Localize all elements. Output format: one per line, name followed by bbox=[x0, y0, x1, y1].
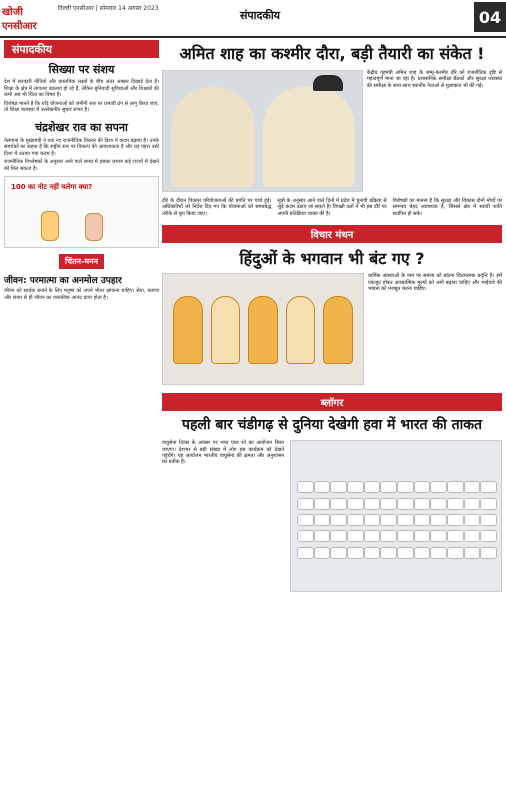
formation-dot bbox=[347, 481, 364, 493]
bottom-text: जीवन को सार्थक बनाने के लिए मनुष्य को अपने भीतर झांकना चाहिए। सेवा, करुणा और संयम से ही जीवन का वास्तविक आनंद प्राप्त होता है। bbox=[4, 288, 159, 301]
person bbox=[286, 296, 316, 364]
formation-dot bbox=[464, 481, 481, 493]
person bbox=[173, 296, 203, 364]
formation-dot bbox=[314, 514, 331, 526]
formation-dot bbox=[364, 481, 381, 493]
formation-dot bbox=[314, 481, 331, 493]
formation-dot bbox=[414, 530, 431, 542]
blog-band: ब्लॉगर bbox=[162, 393, 502, 411]
formation-dot bbox=[347, 498, 364, 510]
formation-dot bbox=[380, 547, 397, 559]
cartoon bbox=[4, 176, 159, 248]
section-tag: संपादकीय bbox=[4, 40, 159, 58]
formation-dot bbox=[330, 547, 347, 559]
formation-dot bbox=[330, 514, 347, 526]
left-title: सिख्या पर संशय bbox=[48, 63, 115, 76]
hero-image bbox=[162, 70, 363, 192]
formation-dot bbox=[297, 498, 314, 510]
left-column bbox=[4, 40, 159, 796]
left-subhead: चंद्रशेखर राव का सपना bbox=[35, 120, 128, 134]
formation-dot bbox=[330, 530, 347, 542]
main-column bbox=[162, 40, 502, 796]
cartoon-caption: 100 का नोट नहीं चलेगा क्या? bbox=[11, 183, 93, 191]
person bbox=[248, 296, 278, 364]
formation-dot bbox=[464, 547, 481, 559]
formation-dot bbox=[314, 498, 331, 510]
formation-dot bbox=[480, 498, 497, 510]
formation-dot bbox=[397, 547, 414, 559]
formation-dot bbox=[364, 547, 381, 559]
formation-dot bbox=[430, 514, 447, 526]
formation-dot bbox=[380, 481, 397, 493]
formation-dot bbox=[330, 498, 347, 510]
masthead bbox=[0, 0, 506, 36]
left-intro bbox=[4, 79, 159, 114]
topline: दिल्ली एनसीआर | सोमवार 14 अगस्त 2023 bbox=[58, 5, 159, 12]
blog-title: पहली बार चंडीगढ़ से दुनिया देखेगी हवा में भारत की ताकत bbox=[182, 417, 482, 434]
formation-dot bbox=[397, 498, 414, 510]
logo-text: खोजी एनसीआर bbox=[2, 7, 37, 32]
formation-dot bbox=[380, 498, 397, 510]
formation-dot bbox=[414, 498, 431, 510]
formation-dot bbox=[297, 530, 314, 542]
blog-wrap bbox=[162, 440, 502, 592]
person bbox=[323, 296, 353, 364]
formation-dot bbox=[480, 514, 497, 526]
formation-dot bbox=[480, 481, 497, 493]
formation-dot bbox=[314, 530, 331, 542]
chintan-badge: चिंतन-मनन bbox=[59, 254, 104, 269]
vichar-row bbox=[162, 273, 502, 385]
formation-dot bbox=[364, 514, 381, 526]
formation-dot bbox=[314, 547, 331, 559]
formation-dot bbox=[447, 481, 464, 493]
formation-dot bbox=[430, 498, 447, 510]
formation-dot bbox=[414, 481, 431, 493]
hero-text: केंद्रीय गृहमंत्री अमित शाह के जम्मू-कश्मीर दौरे को राजनीतिक दृष्टि से महत्वपूर्ण माना जा रहा है। प्रशासनिक समीक्षा बैठकों और सुरक्षा व्यवस्था की समीक्षा के साथ-साथ स्थानीय नेताओं से मुलाकात भी की गई। bbox=[366, 70, 502, 89]
person bbox=[211, 296, 241, 364]
cartoon-figure-2 bbox=[85, 213, 103, 241]
formation-dot bbox=[380, 514, 397, 526]
left-sub-text bbox=[4, 138, 159, 173]
main-col-3: विशेषज्ञों का मानना है कि सुरक्षा और विकास दोनों मोर्चों पर समन्वय बेहद आवश्यक है, जिससे क्षेत्र में स्थायी शांति स्थापित हो सके। bbox=[392, 198, 502, 217]
formation-dot bbox=[464, 514, 481, 526]
formation-dot bbox=[297, 547, 314, 559]
page-number: 04 bbox=[474, 2, 506, 32]
formation-dot bbox=[480, 547, 497, 559]
formation-dot bbox=[380, 530, 397, 542]
formation-dot bbox=[297, 481, 314, 493]
formation-dot bbox=[414, 514, 431, 526]
hero-figure-left bbox=[171, 87, 255, 187]
bottom-heading: जीवन: परमात्मा का अनमोल उपहार bbox=[4, 276, 122, 286]
formation-dot bbox=[347, 514, 364, 526]
formation-dot bbox=[297, 514, 314, 526]
vichar-image bbox=[162, 273, 364, 385]
formation-dot bbox=[447, 547, 464, 559]
formation-dot bbox=[480, 530, 497, 542]
vichar-people bbox=[173, 296, 353, 362]
formation-dot bbox=[397, 514, 414, 526]
left-para-2: विशेषज्ञ मानते हैं कि यदि योजनाओं को जमीनी स्तर पर प्रभावी ढंग से लागू किया जाए, तो शिक्षा व्यवस्था में उल्लेखनीय सुधार संभव है। bbox=[4, 100, 159, 113]
formation-dot bbox=[430, 481, 447, 493]
main-col-1: दौरे के दौरान विकास परियोजनाओं की प्रगति पर चर्चा हुई। अधिकारियों को निर्देश दिए गए कि योजनाओं को समयबद्ध तरीके से पूरा किया जाए। bbox=[162, 198, 272, 217]
left-sub-para-1: तेलंगाना के मुख्यमंत्री ने एक नए राजनीतिक विस्तार की दिशा में कदम बढ़ाया है। उनके समर्थकों का कहना है कि राष्ट्रीय स्तर पर विकल्प की आवश्यकता है और यह पहल उसी दिशा में उठाया गया कदम है। bbox=[4, 137, 159, 157]
vichar-headline: हिंदुओं के भगवान भी बंट गए ? bbox=[239, 249, 425, 269]
formation-dot bbox=[330, 481, 347, 493]
formation-dot bbox=[430, 547, 447, 559]
formation-dot bbox=[414, 547, 431, 559]
chintan-row bbox=[4, 254, 159, 269]
vichar-text: धार्मिक आस्थाओं के नाम पर समाज को बांटना चिंताजनक प्रवृत्ति है। हमें एकजुट होकर आध्यात्मिक मूल्यों को आगे बढ़ाना चाहिए और भाईचारे की भावना को मजबूत करना चाहिए। bbox=[368, 273, 502, 293]
main-headline: अमित शाह का कश्मीर दौरा, बड़ी तैयारी का संकेत ! bbox=[179, 44, 485, 63]
blog-image bbox=[290, 440, 502, 592]
formation-dot bbox=[430, 530, 447, 542]
formation-dot bbox=[397, 530, 414, 542]
formation bbox=[297, 481, 495, 561]
formation-dot bbox=[397, 481, 414, 493]
vichar-band: विचार मंथन bbox=[162, 225, 502, 243]
section-title: संपादकीय bbox=[240, 9, 281, 22]
blog-text: वायुसेना दिवस के अवसर पर भव्य एयर शो का आयोजन किया जाएगा। देशभर से बड़ी संख्या में लोग इस कार्यक्रम को देखने पहुंचेंगे। यह आयोजन भारतीय वायुसेना की क्षमता और अनुशासन का प्रतीक है। bbox=[162, 440, 284, 466]
formation-dot bbox=[447, 530, 464, 542]
formation-dot bbox=[447, 514, 464, 526]
formation-dot bbox=[464, 530, 481, 542]
hero-figure-right bbox=[263, 87, 355, 187]
hero bbox=[162, 70, 502, 192]
formation-dot bbox=[464, 498, 481, 510]
formation-dot bbox=[347, 547, 364, 559]
main-col-2: सूत्रों के अनुसार आने वाले दिनों में प्रदेश में चुनावी प्रक्रिया से जुड़े कदम उठाए जा सकते हैं। विपक्षी दलों ने भी इस दौरे पर अपनी प्रतिक्रिया व्यक्त की है। bbox=[277, 198, 387, 217]
cartoon-figure-1 bbox=[41, 211, 59, 241]
hero-cap bbox=[313, 75, 343, 91]
left-sub-para-2: राजनीतिक विश्लेषकों के अनुसार आने वाले समय में इसका प्रभाव कई राज्यों में देखने को मिल सकता है। bbox=[4, 159, 159, 172]
left-para-1: देश में सरकारी नीतियों और वास्तविक लक्ष्यों के बीच अंतर अक्सर दिखाई देता है। शिक्षा के क्षेत्र में लगातार बदलाव हो रहे हैं, लेकिन बुनियादी सुविधाओं और शिक्षकों की कमी अब भी चिंता का विषय है। bbox=[4, 79, 159, 98]
formation-dot bbox=[364, 530, 381, 542]
logo bbox=[2, 2, 54, 34]
main-columns bbox=[162, 198, 502, 217]
formation-dot bbox=[447, 498, 464, 510]
formation-dot bbox=[347, 530, 364, 542]
header-rule bbox=[0, 36, 506, 38]
formation-dot bbox=[364, 498, 381, 510]
